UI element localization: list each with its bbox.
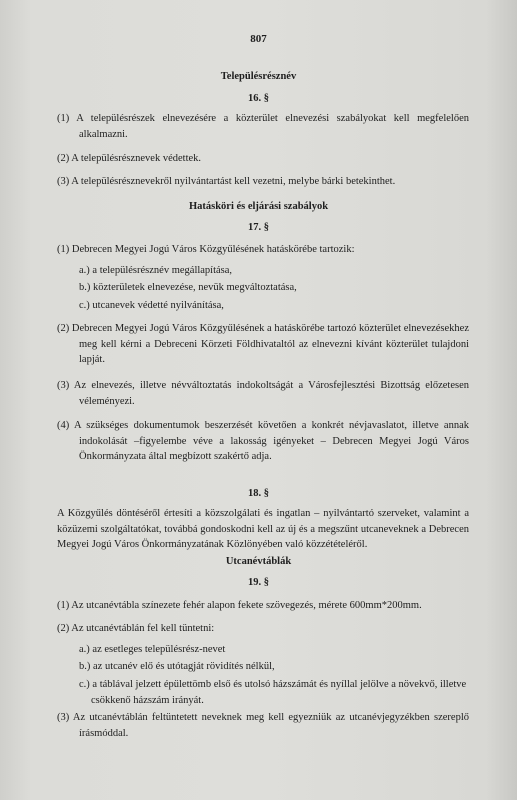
page-number: 807 [250, 33, 267, 45]
section-19-paragraph-3: (3) Az utcanévtáblán feltüntetett neveknek meg kell egyezniük az utcanévjegyzékben szereplő írásmóddal. [57, 712, 469, 739]
section-17-paragraph-3: (3) Az elnevezés, illetve névváltoztatás indokoltságát a Városfejlesztési Bizottság előzetesen véleményezi. [57, 380, 469, 407]
section-16-number: 16. § [248, 93, 269, 104]
heading-settlement-names: Településrésznév [220, 71, 297, 82]
section-17-item-a: a.) a településrésznév megállapítása, [79, 265, 233, 276]
section-18-number: 18. § [248, 488, 269, 499]
section-19-item-a: a.) az esetleges településrész-nevet [79, 644, 226, 655]
section-19-paragraph-1: (1) Az utcanévtábla színezete fehér alapon fekete szövegezés, mérete 600mm*200mm. [57, 600, 422, 611]
section-19-number: 19. § [248, 577, 269, 588]
section-16-paragraph-1: (1) A településrészek elnevezésére a közterület elnevezési szabályokat kell megfelelően alkalmazni. [57, 113, 469, 140]
section-19-item-c: c.) a táblával jelzett épülettömb első és utolsó házszámát és nyíllal jelölve a növekvő, illetve csökkenő házszám irányát. [79, 679, 467, 706]
section-17-paragraph-2: (2) Debrecen Megyei Jogú Város Közgyűlésének a hatáskörébe tartozó közterület elnevezésekhez meg kell kérni a Debreceni Körzeti Földhivataltól az elnevezni kívánt közterület tulajdoni lapját. [57, 323, 469, 365]
section-19-paragraph-2: (2) Az utcanévtáblán fel kell tüntetni: [57, 623, 215, 634]
section-16-paragraph-3: (3) A településrésznevekről nyilvántartást kell vezetni, melybe bárki betekinthet. [57, 176, 396, 187]
section-19-item-b: b.) az utcanév elő és utótagját rövidítés nélkül, [79, 661, 275, 672]
section-16-paragraph-2: (2) A településrésznevek védettek. [57, 153, 202, 164]
section-17-item-b: b.) közterületek elnevezése, nevük megváltoztatása, [79, 282, 297, 293]
section-17-item-c: c.) utcanevek védetté nyilvánítása, [79, 300, 224, 311]
section-18-paragraph: A Közgyűlés döntéséről értesíti a közszolgálati és ingatlan – nyilvántartó szerveket, valamint a közüzemi szolgáltatókat, továbbá gondoskodni kell az új és a megszűnt utcaneveknek a Debrecen Megyei Jogú Város Önkormányzatának Közlönyében való közzétételéről. [57, 508, 469, 550]
heading-authority-rules: Hatásköri és eljárási szabályok [188, 201, 329, 212]
section-17-paragraph-4: (4) A szükséges dokumentumok beszerzését követően a konkrét névjavaslatot, illetve annak indokolását –figyelembe véve a lakosság igényeket – Debrecen Megyei Jogú Város Önkormányzata által megbízott szakértő adja. [57, 420, 469, 462]
section-17-number: 17. § [248, 222, 269, 233]
heading-street-signs: Utcanévtáblák [225, 556, 292, 567]
section-17-paragraph-1: (1) Debrecen Megyei Jogú Város Közgyűlésének hatáskörébe tartozik: [57, 244, 355, 255]
